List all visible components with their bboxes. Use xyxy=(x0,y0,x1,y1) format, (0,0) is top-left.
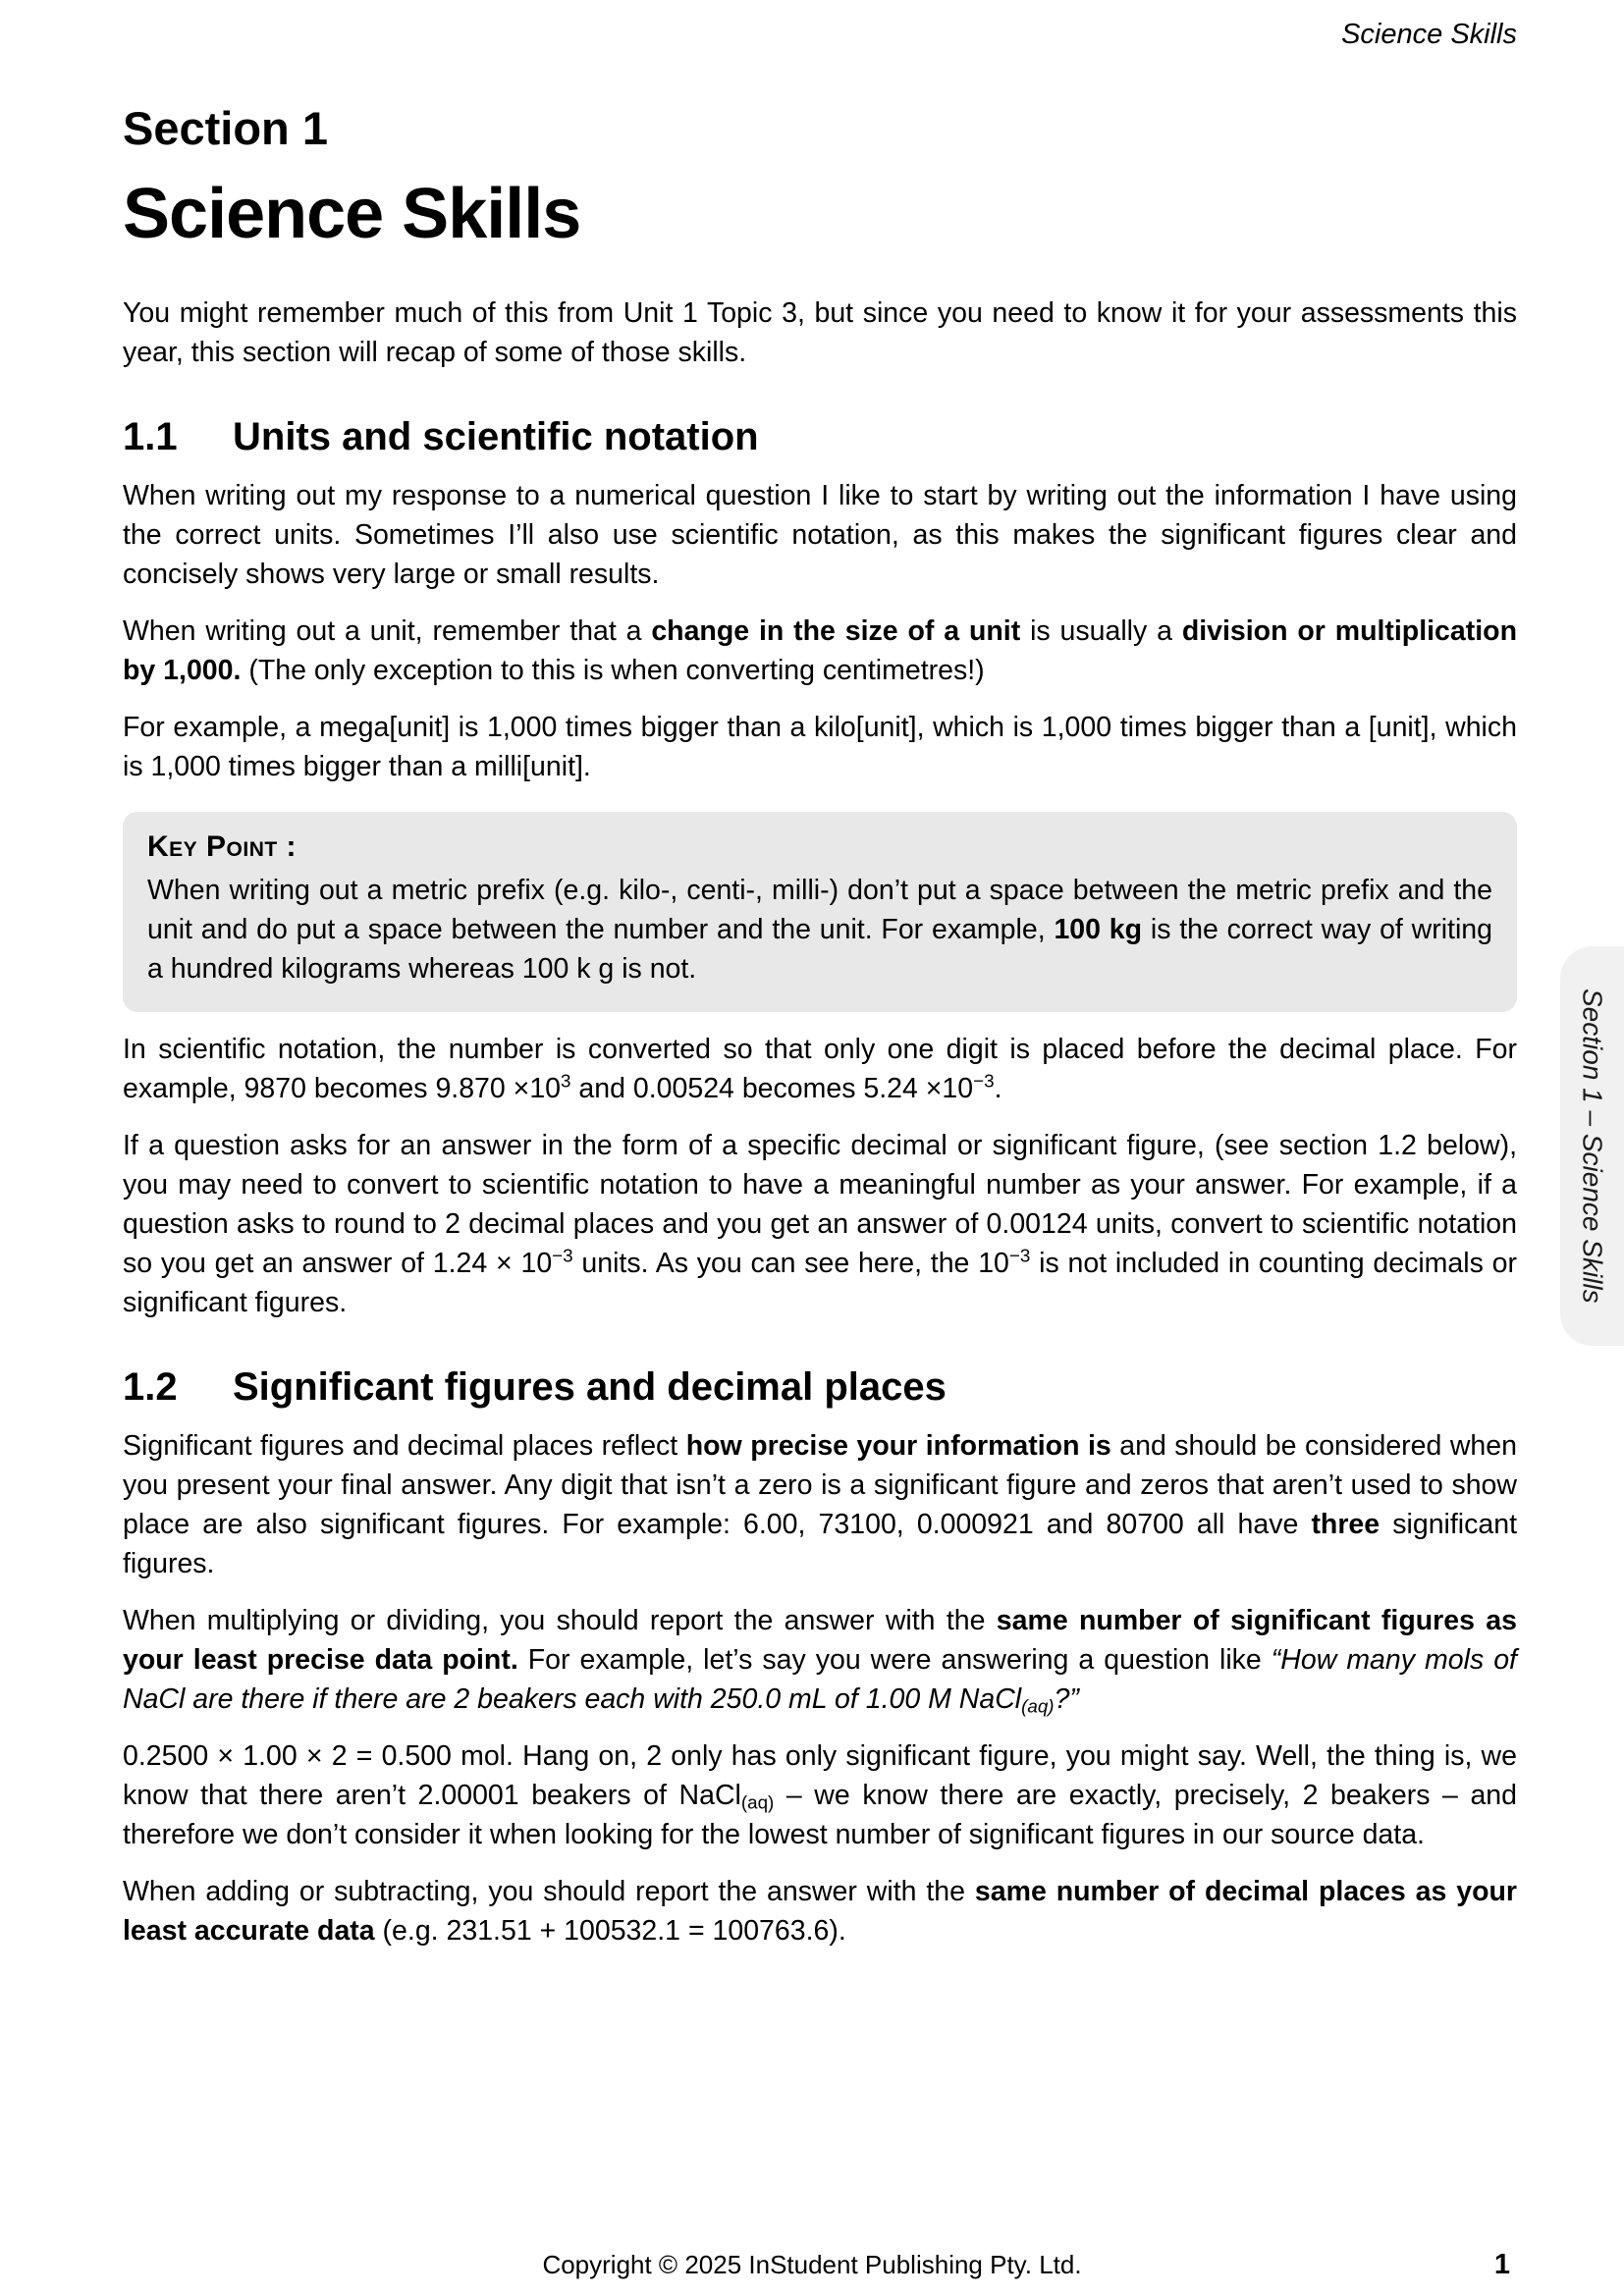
footer-copyright: Copyright © 2025 InStudent Publishing Pty. Ltd. xyxy=(542,2250,1082,2279)
paragraph: When writing out a unit, remember that a change in the size of a unit is usually a division or multiplication by 1,000. (The only exception to this is when converting centimetres!) xyxy=(123,614,1517,686)
intro-paragraph: You might remember much of this from Unit 1 Topic 3, but since you need to know it for your assessments this year, this section will recap of some of those skills. xyxy=(123,296,1517,368)
paragraph: Significant figures and decimal places reflect how precise your information is and should be considered when you present your final answer. Any digit that isn’t a zero is a significant figure and zeros that aren’t used to show place are also significant figures. For example: 6.00, 73100, 0.000921 and 80700 all have three significant figures. xyxy=(123,1429,1517,1579)
paragraph: For example, a mega[unit] is 1,000 times bigger than a kilo[unit], which is 1,000 times bigger than a [unit], which is 1,000 times bigger than a milli[unit]. xyxy=(123,711,1517,782)
paragraph: When writing out my response to a numerical question I like to start by writing out the information I have using the correct units. Sometimes I’ll also use scientific notation, as this makes the significant figures clear and concisely shows very large or small results. xyxy=(123,479,1517,590)
section-heading-text: Units and scientific notation xyxy=(233,414,759,458)
keypoint-body: When writing out a metric prefix (e.g. kilo-, centi-, milli-) don’t put a space between the metric prefix and the unit and do put a space between the number and the unit. For example, 100 kg is the correct way of writing a hundred kilograms whereas 100 k g is not. xyxy=(147,874,1492,985)
section-heading-1-2 xyxy=(123,1365,1517,1409)
section-number: 1.2 xyxy=(123,1364,178,1409)
running-header-title: Science Skills xyxy=(1341,19,1517,50)
page-content xyxy=(123,0,1517,1950)
paragraph: When multiplying or dividing, you should report the answer with the same number of significant figures as your least precise data point. For example, let’s say you were answering a question like “How many mols of NaCl are there if there are 2 beakers each with 250.0 mL of 1.00 M NaCl$_{(aq)}$?” xyxy=(123,1604,1517,1717)
section-units-and-scientific-notation xyxy=(123,415,1517,1322)
page-footer xyxy=(0,2247,1624,2282)
page-number: 1 xyxy=(1493,2249,1510,2280)
side-tab-label: Section 1 – Science Skills xyxy=(1577,988,1608,1304)
paragraph: When adding or subtracting, you should report the answer with the same number of decimal places as your least accurate data (e.g. 231.51 + 100532.1 = 100763.6). xyxy=(123,1875,1517,1947)
section-label: Section 1 xyxy=(123,101,328,154)
section-heading-1-1 xyxy=(123,415,1517,458)
page-title: Science Skills xyxy=(123,175,581,254)
keypoint-label: Key Point : xyxy=(147,829,298,863)
section-number: 1.1 xyxy=(123,414,178,458)
paragraph: 0.2500 × 1.00 × 2 = 0.500 mol. Hang on, 2 only has only significant figure, you might say. Well, the thing is, we know that there aren’t 2.00001 beakers of NaCl$_{(aq)}$ – we know there are exactly, precisely, 2 beakers – and therefore we don’t consider it when looking for the lowest number of significant figures in our source data. xyxy=(123,1739,1517,1850)
section-heading-text: Significant figures and decimal places xyxy=(233,1364,947,1409)
paragraph: In scientific notation, the number is converted so that only one digit is placed before the decimal place. For example, 9870 becomes $9.870 \times 10^3$ and 0.00524 becomes $5.24 \times 10^{-3}$. xyxy=(123,1033,1517,1104)
side-tab-section-1 xyxy=(1560,946,1624,1346)
keypoint-box xyxy=(123,812,1517,1012)
section-significant-figures xyxy=(123,1365,1517,1950)
paragraph: If a question asks for an answer in the form of a specific decimal or significant figure, (see section 1.2 below), you may need to convert to scientific notation to have a meaningful number as your answer. For example, if a question asks to round to 2 decimal places and you get an answer of 0.00124 units, convert to scientific notation so you get an answer of $1.24 \times 10^{-3}$ units. As you can see here, the $10^{-3}$ is not included in counting decimals or significant figures. xyxy=(123,1129,1517,1318)
